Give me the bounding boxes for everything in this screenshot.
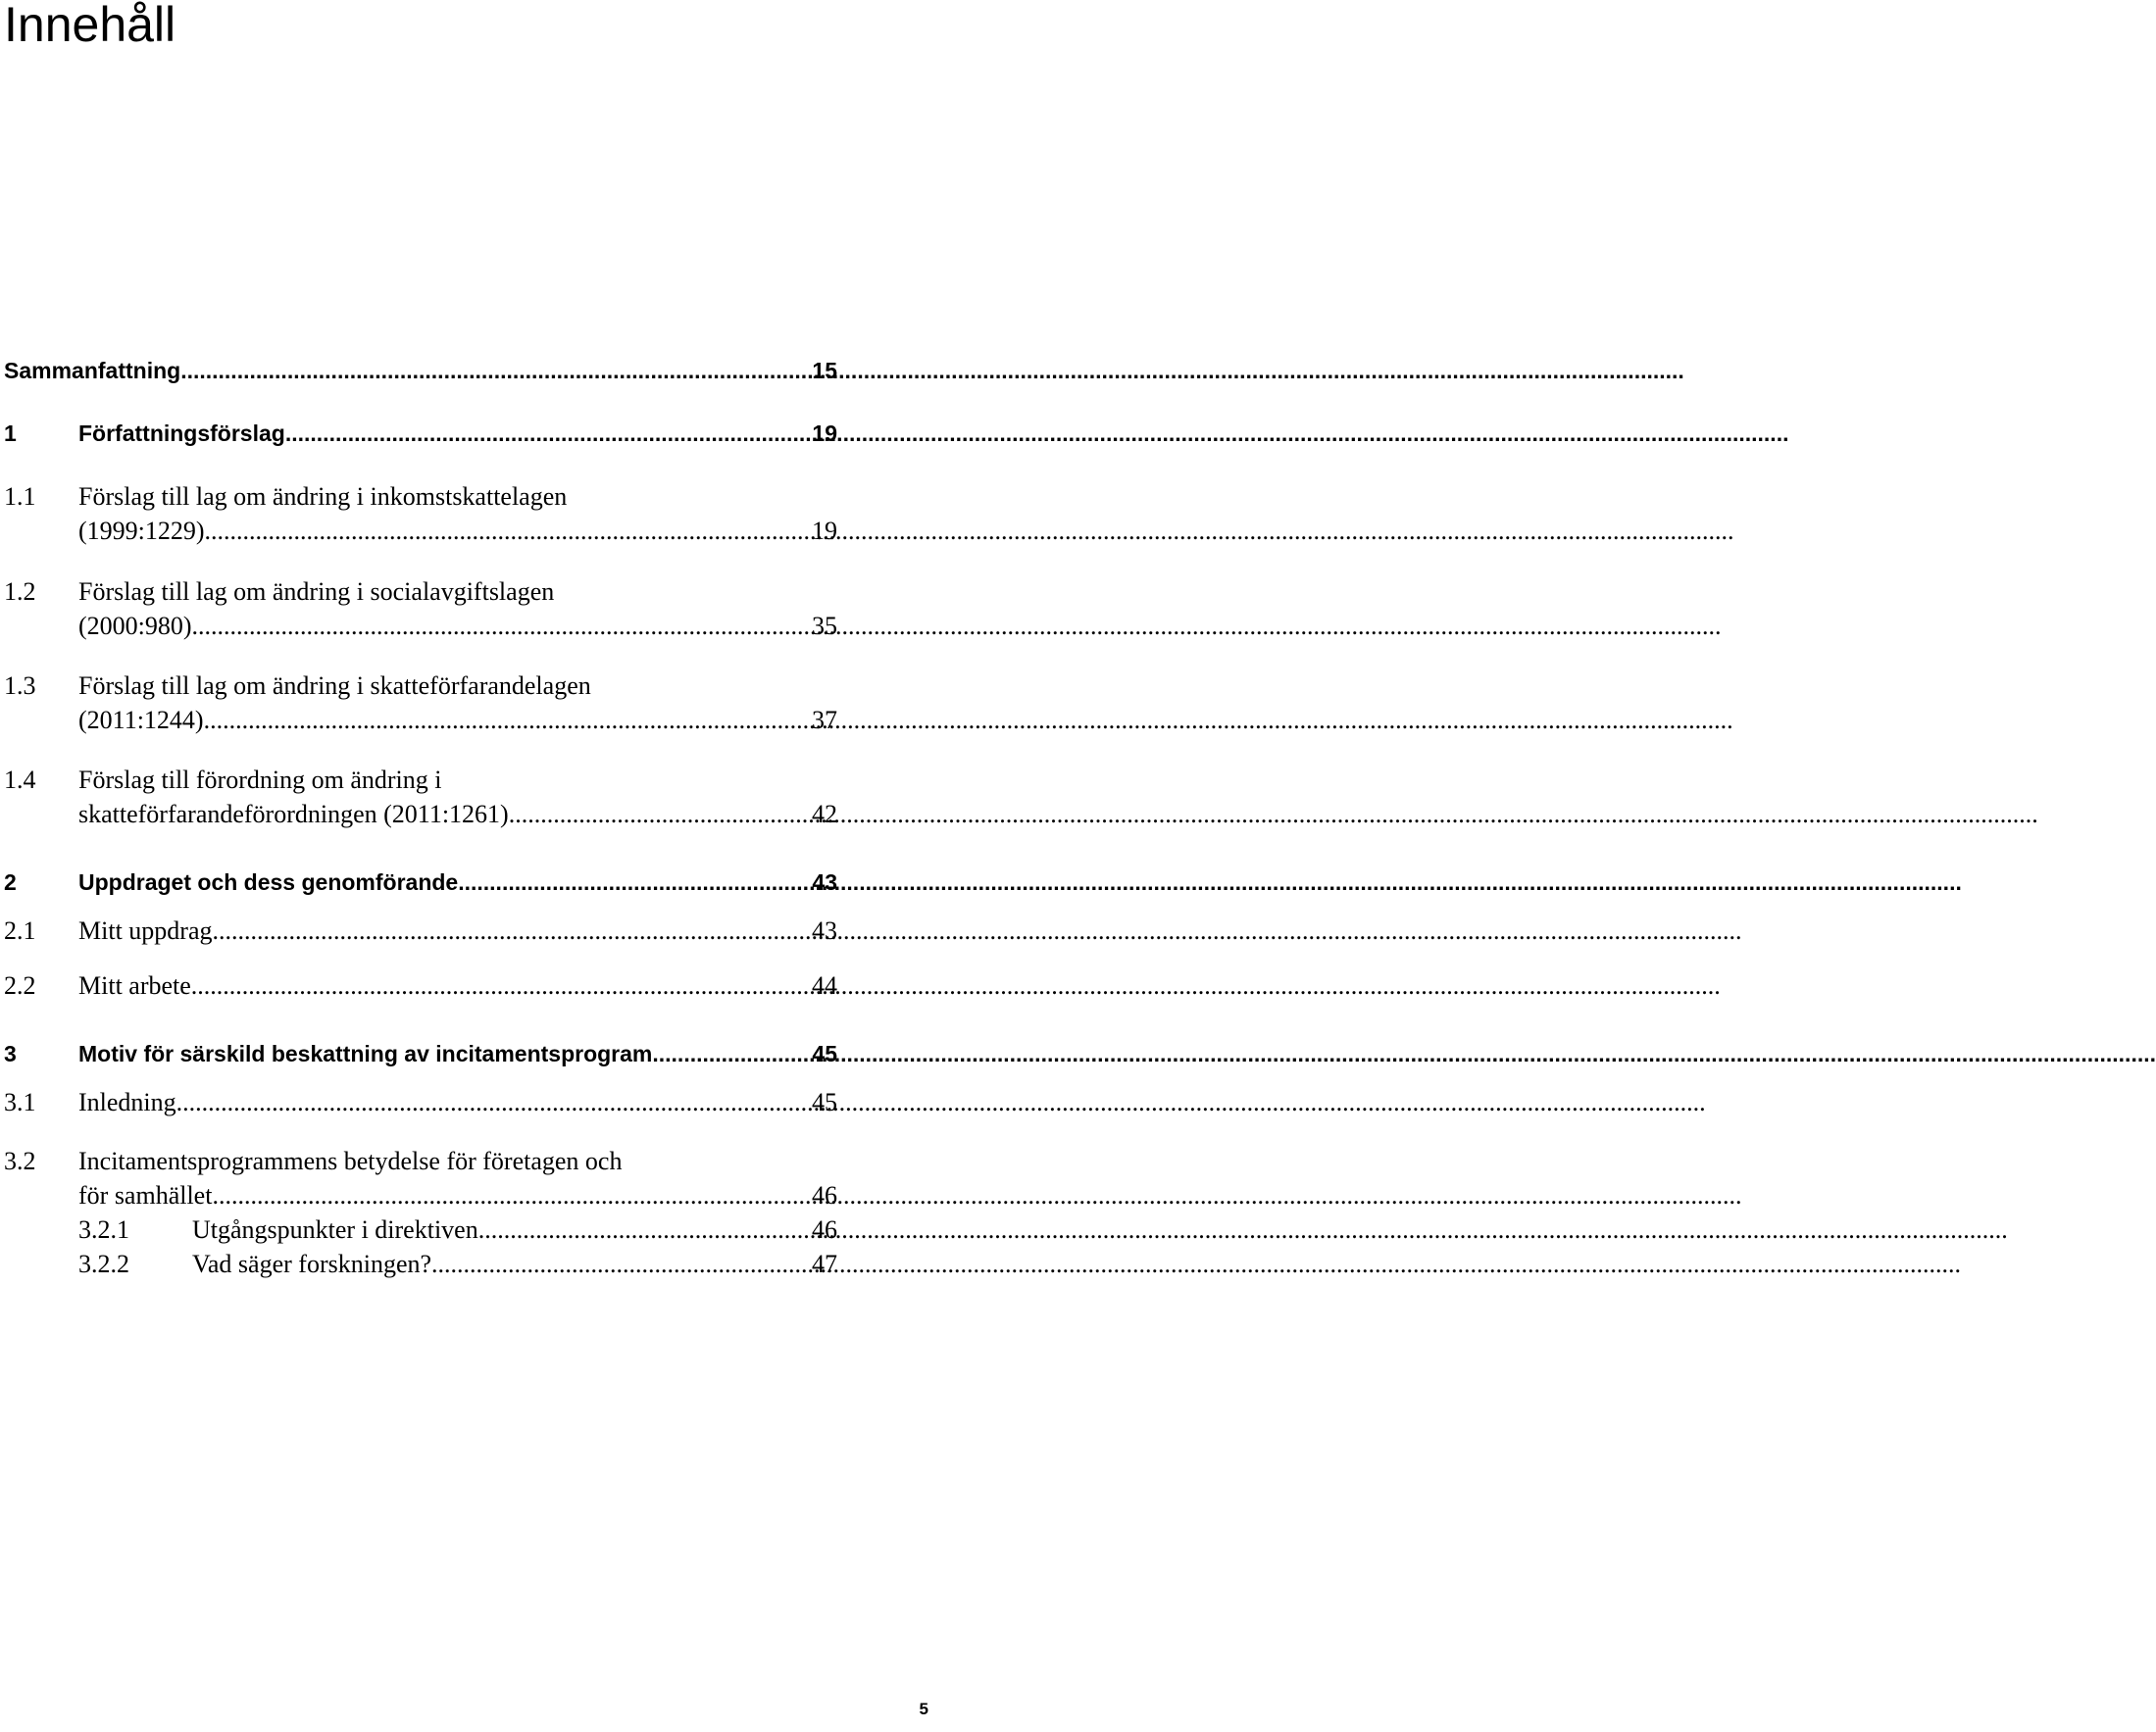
toc-entry-section-2-2[interactable] [78, 966, 837, 1006]
dot-leader [180, 351, 810, 390]
toc-entry-page: 35 [812, 612, 837, 640]
dot-leader [204, 701, 810, 740]
toc-entry-chapter-3[interactable] [78, 1034, 837, 1073]
toc-entry-title: Utgångspunkter i direktiven [192, 1215, 478, 1244]
toc-entry-section-3-2[interactable] [78, 1176, 837, 1215]
toc-entry-page: 19 [812, 421, 837, 446]
page-title: Innehåll [4, 0, 176, 52]
dot-leader [205, 512, 810, 551]
toc-entry-title: för samhället [78, 1181, 213, 1210]
toc-entry-title: Förslag till lag om ändring i socialavgiftslagen [78, 577, 555, 606]
toc-entry-title-line [78, 761, 837, 800]
toc-entry-title: Förslag till lag om ändring i skatteförfarandelagen [78, 671, 591, 700]
toc-entry-title: Förslag till lag om ändring i inkomstskattelagen [78, 482, 568, 511]
toc-entry-page: 46 [812, 1215, 837, 1244]
toc-entry-title-line [78, 477, 837, 517]
toc-entry-section-3-1[interactable] [78, 1083, 837, 1122]
toc-entry-title: Sammanfattning [4, 358, 181, 383]
toc-entry-section-3-2-1[interactable] [192, 1211, 837, 1250]
toc-entry-title-line [78, 1142, 837, 1181]
dot-leader [431, 1245, 810, 1284]
toc-entry-section-1-3[interactable] [78, 701, 837, 740]
toc-entry-number: 3.2.1 [78, 1215, 129, 1244]
toc-entry-title: (1999:1229) [78, 517, 205, 545]
toc-entry-chapter-2[interactable] [78, 863, 837, 902]
toc-entry-title: Uppdraget och dess genomförande [78, 869, 459, 895]
toc-entry-section-1-4[interactable] [78, 795, 837, 834]
toc-entry-page: 15 [812, 358, 837, 383]
dot-leader [285, 414, 811, 453]
toc-entry-title: Författningsförslag [78, 421, 285, 446]
toc-entry-number: 1.3 [4, 671, 36, 700]
toc-entry-page: 45 [812, 1088, 837, 1116]
dot-leader [652, 1034, 810, 1073]
toc-entry-page: 37 [812, 706, 837, 734]
toc-entry-title: Inledning [78, 1088, 176, 1116]
toc-entry-page: 44 [812, 971, 837, 1000]
dot-leader [509, 795, 810, 834]
toc-entry-section-1-2[interactable] [78, 607, 837, 646]
toc-entry-number: 3.1 [4, 1088, 36, 1116]
dot-leader [191, 966, 810, 1006]
toc-entry-title: Förslag till förordning om ändring i [78, 766, 442, 794]
toc-entry-title: Incitamentsprogrammens betydelse för företagen och [78, 1147, 623, 1175]
toc-entry-page: 43 [812, 869, 837, 895]
toc-entry-page: 47 [812, 1250, 837, 1278]
toc-entry-number: 2.2 [4, 971, 36, 1000]
toc-entry-page: 43 [812, 916, 837, 945]
toc-entry-number: 3 [4, 1041, 17, 1066]
dot-leader [478, 1211, 810, 1250]
toc-entry-number: 2 [4, 869, 17, 895]
toc-entry-title: Mitt uppdrag [78, 916, 213, 945]
toc-entry-page: 45 [812, 1041, 837, 1066]
toc-entry-title-line [78, 572, 837, 612]
toc-entry-chapter-1[interactable] [78, 414, 837, 453]
toc-entry-page: 42 [812, 800, 837, 828]
toc-entry-title: (2000:980) [78, 612, 192, 640]
toc-entry-title: (2011:1244) [78, 706, 204, 734]
page-number: 5 [919, 1700, 928, 1718]
toc-entry-section-2-1[interactable] [78, 912, 837, 951]
dot-leader [458, 863, 810, 902]
toc-entry-number: 1.2 [4, 577, 36, 606]
dot-leader [192, 607, 810, 646]
toc-entry-title: Mitt arbete [78, 971, 191, 1000]
toc-entry-number: 2.1 [4, 916, 36, 945]
toc-entry-title-line [78, 667, 837, 706]
toc-entry-number: 3.2.2 [78, 1250, 129, 1278]
toc-entry-number: 1.1 [4, 482, 36, 511]
toc-entry-sammanfattning[interactable] [4, 351, 837, 390]
toc-entry-section-1-1[interactable] [78, 512, 837, 551]
toc-entry-section-3-2-2[interactable] [192, 1245, 837, 1284]
toc-entry-title: Motiv för särskild beskattning av incitamentsprogram [78, 1041, 653, 1066]
toc-entry-number: 3.2 [4, 1147, 36, 1175]
toc-entry-title: Vad säger forskningen? [192, 1250, 432, 1278]
toc-entry-title: skatteförfarandeförordningen (2011:1261) [78, 800, 509, 828]
toc-entry-page: 19 [812, 517, 837, 545]
dot-leader [213, 912, 811, 951]
toc-entry-number: 1 [4, 421, 17, 446]
dot-leader [212, 1176, 810, 1215]
dot-leader [176, 1083, 810, 1122]
toc-entry-page: 46 [812, 1181, 837, 1210]
toc-entry-number: 1.4 [4, 766, 36, 794]
